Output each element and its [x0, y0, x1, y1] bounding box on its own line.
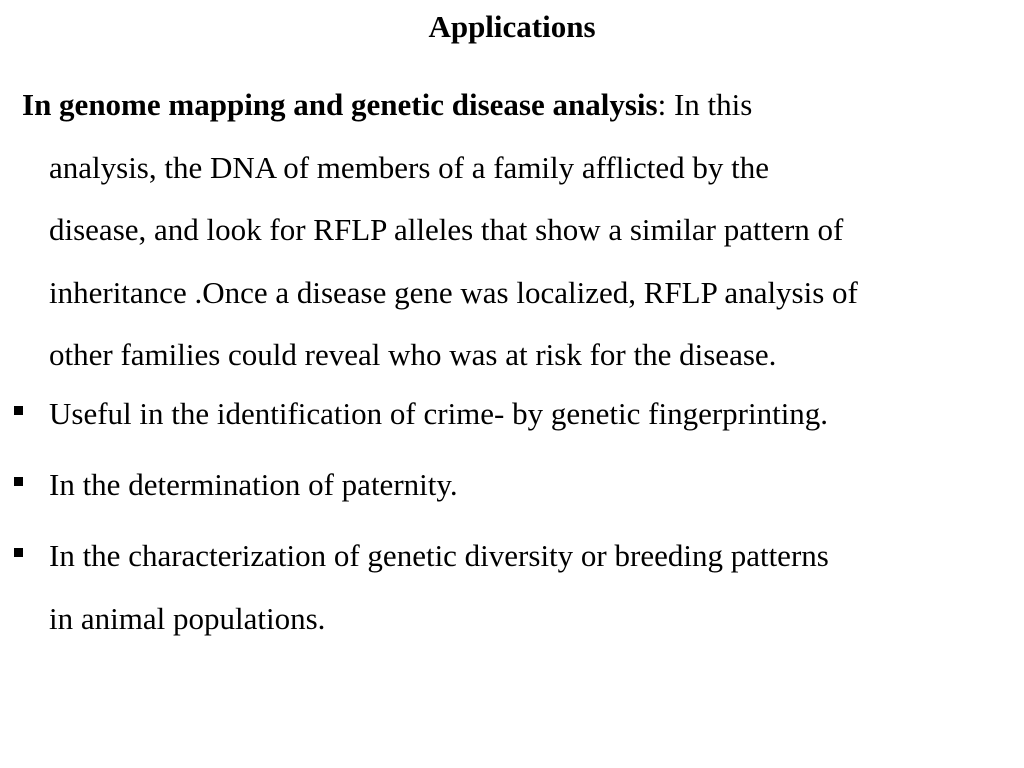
bullet-item	[14, 454, 1014, 517]
intro-line: other families could reveal who was at risk for the disease.	[49, 337, 777, 372]
intro-line: analysis, the DNA of members of a family afflicted by the	[49, 149, 769, 185]
bullet-text: in animal populations.	[49, 600, 326, 636]
square-bullet-icon	[14, 477, 23, 486]
square-bullet-icon	[14, 548, 23, 557]
bullet-text: In the determination of paternity.	[49, 467, 458, 502]
intro-first-line	[22, 74, 1022, 137]
intro-lead: In genome mapping and genetic disease analysis	[22, 87, 658, 122]
bullet-item	[14, 383, 1014, 446]
intro-line: disease, and look for RFLP alleles that show a similar pattern of	[49, 212, 844, 247]
bullet-item	[14, 525, 1014, 650]
intro-line: inheritance .Once a disease gene was localized, RFLP analysis of	[49, 274, 858, 310]
bullet-text: Useful in the identification of crime- by genetic fingerprinting.	[49, 396, 829, 431]
intro-lead-suffix: : In this	[657, 87, 753, 122]
slide-title: Applications	[428, 9, 596, 44]
intro-paragraph	[22, 74, 1022, 387]
bullet-text: In the characterization of genetic diversity or breeding patterns	[49, 538, 829, 573]
square-bullet-icon	[14, 406, 23, 415]
